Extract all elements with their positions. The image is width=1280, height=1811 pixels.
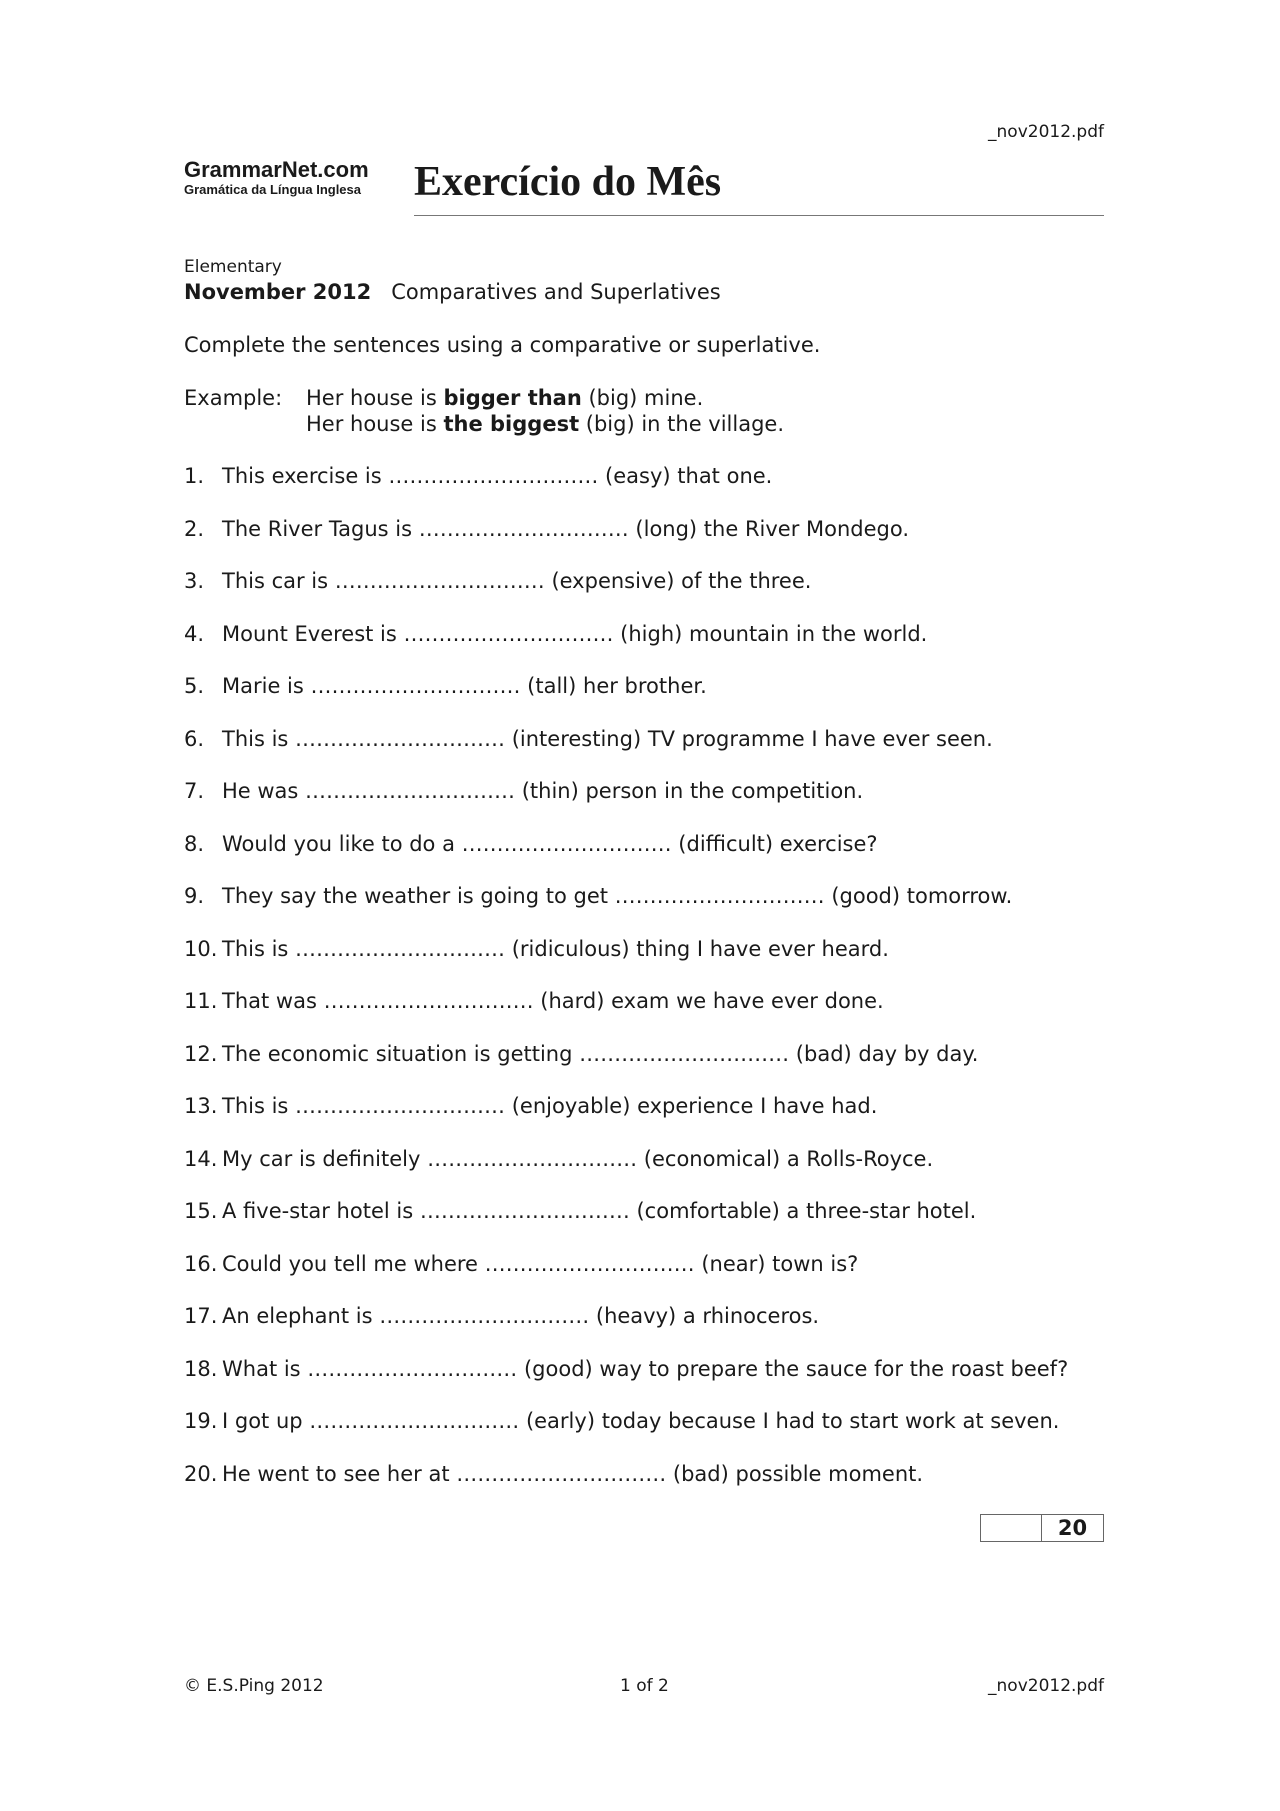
example-text: (big) mine. (581, 386, 704, 410)
heading-topic: Comparatives and Superlatives (391, 280, 721, 304)
question-text: He went to see her at ………………………… (bad) possible moment. (222, 1461, 924, 1486)
question-item (184, 516, 1104, 569)
question-number: 18. (184, 1356, 218, 1381)
heading-month: November 2012 (184, 280, 372, 304)
brand-subtitle: Gramática da Língua Inglesa (184, 182, 361, 197)
exercise-heading (184, 280, 721, 304)
example-text: Her house is (306, 412, 444, 436)
question-item (184, 1093, 1104, 1146)
question-number: 8. (184, 831, 205, 856)
question-item (184, 1198, 1104, 1251)
question-number: 14. (184, 1146, 218, 1171)
question-text: This car is ………………………… (expensive) of the three. (222, 569, 812, 593)
score-box (980, 1514, 1104, 1542)
question-number: 5. (184, 674, 205, 698)
question-text: That was ………………………… (hard) exam we have ever done. (222, 989, 884, 1013)
question-text: This is ………………………… (interesting) TV programme I have ever seen. (222, 726, 993, 751)
question-item (184, 1408, 1104, 1461)
question-number: 13. (184, 1094, 218, 1118)
example-line-1 (184, 385, 784, 411)
question-item (184, 1356, 1104, 1409)
question-item (184, 1146, 1104, 1199)
question-item (184, 621, 1104, 674)
example-answer: the biggest (443, 412, 580, 436)
question-item (184, 883, 1104, 936)
question-text: Could you tell me where ………………………… (near) town is? (222, 1251, 859, 1276)
question-number: 7. (184, 779, 205, 803)
brand-block (184, 158, 369, 198)
question-item (184, 568, 1104, 621)
header-filename: _nov2012.pdf (988, 122, 1104, 142)
example-text: Her house is (306, 386, 444, 410)
question-number: 2. (184, 516, 205, 541)
question-text: This exercise is ………………………… (easy) that one. (222, 464, 773, 488)
example-line-2 (184, 411, 784, 437)
question-text: My car is definitely ………………………… (economical) a Rolls-Royce. (222, 1146, 934, 1171)
footer-page-number: 1 of 2 (620, 1676, 669, 1696)
example-text: (big) in the village. (579, 412, 785, 436)
question-number: 12. (184, 1041, 218, 1066)
question-text: Would you like to do a ………………………… (difficult) exercise? (222, 831, 878, 856)
question-number: 9. (184, 884, 205, 908)
question-item (184, 726, 1104, 779)
question-text: He was ………………………… (thin) person in the competition. (222, 779, 864, 803)
question-text: This is ………………………… (enjoyable) experience I have had. (222, 1094, 878, 1118)
question-text: The economic situation is getting ………………………… (bad) day by day. (222, 1041, 979, 1066)
question-number: 1. (184, 464, 205, 488)
question-number: 15. (184, 1199, 218, 1223)
question-text: They say the weather is going to get ………………………… (good) tomorrow. (222, 884, 1013, 908)
question-item (184, 1303, 1104, 1356)
question-number: 19. (184, 1409, 218, 1433)
question-text: An elephant is ………………………… (heavy) a rhinoceros. (222, 1304, 820, 1328)
question-number: 6. (184, 726, 205, 751)
question-item (184, 988, 1104, 1041)
question-number: 16. (184, 1251, 218, 1276)
instruction-text: Complete the sentences using a comparative or superlative. (184, 333, 821, 357)
question-number: 11. (184, 989, 218, 1013)
question-list (184, 463, 1104, 1513)
title-divider (414, 215, 1104, 216)
question-text: This is ………………………… (ridiculous) thing I have ever heard. (222, 936, 889, 961)
question-item (184, 778, 1104, 831)
example-label: Example: (184, 386, 283, 410)
footer-filename: _nov2012.pdf (988, 1676, 1104, 1696)
question-number: 3. (184, 569, 205, 593)
question-item (184, 936, 1104, 989)
question-text: I got up ………………………… (early) today because I had to start work at seven. (222, 1409, 1060, 1433)
example-block (184, 385, 784, 437)
example-answer: bigger than (443, 386, 582, 410)
question-text: Mount Everest is ………………………… (high) mountain in the world. (222, 621, 928, 646)
question-item (184, 463, 1104, 516)
footer-copyright: © E.S.Ping 2012 (184, 1676, 324, 1696)
question-number: 10. (184, 936, 218, 961)
question-text: Marie is ………………………… (tall) her brother. (222, 674, 707, 698)
question-item (184, 831, 1104, 884)
question-item (184, 673, 1104, 726)
level-label: Elementary (184, 257, 282, 277)
question-item (184, 1461, 1104, 1514)
question-text: The River Tagus is ………………………… (long) the River Mondego. (222, 516, 910, 541)
question-number: 20. (184, 1461, 218, 1486)
question-text: What is ………………………… (good) way to prepare the sauce for the roast beef? (222, 1356, 1069, 1381)
question-text: A five-star hotel is ………………………… (comfortable) a three-star hotel. (222, 1199, 977, 1223)
question-number: 4. (184, 621, 205, 646)
page-title: Exercício do Mês (414, 159, 722, 205)
brand-name: GrammarNet.com (184, 157, 369, 182)
question-item (184, 1041, 1104, 1094)
question-item (184, 1251, 1104, 1304)
score-total: 20 (1057, 1516, 1088, 1540)
question-number: 17. (184, 1304, 218, 1328)
score-input-cell[interactable] (981, 1515, 1042, 1541)
